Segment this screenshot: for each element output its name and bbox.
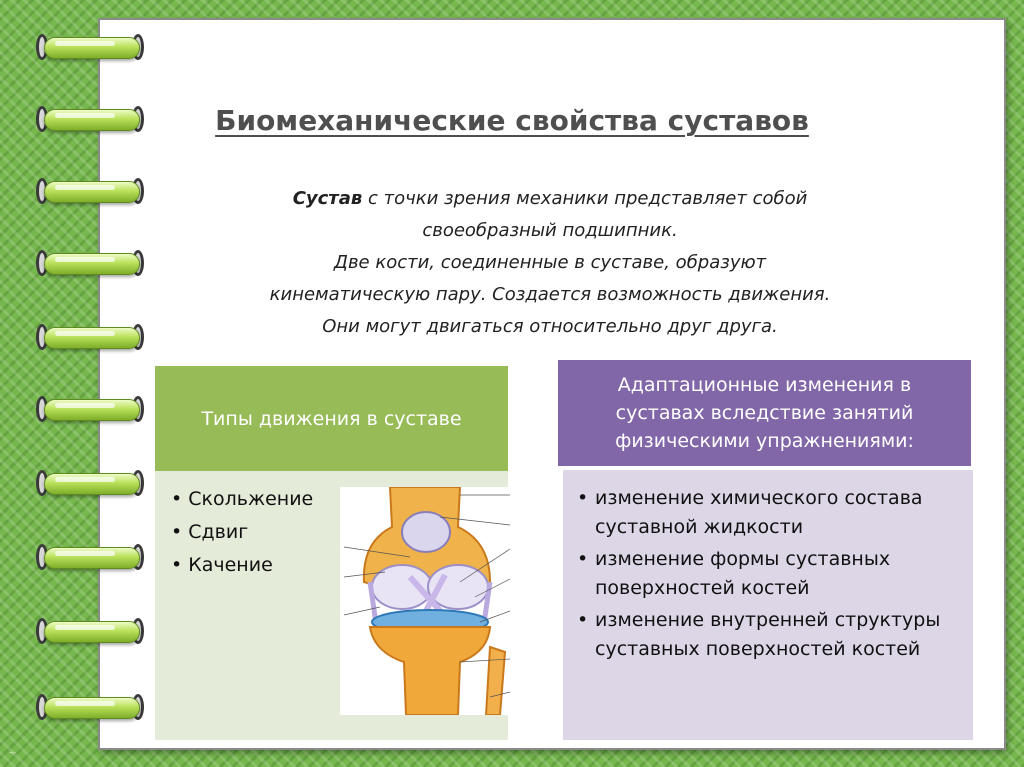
list-item: • Скольжение (171, 483, 508, 516)
list-item: • Качение (171, 549, 508, 582)
list-item: • изменение химического состава суставной жидкости (577, 484, 961, 542)
intro-line-3: Две кости, соединенные в суставе, образуют (333, 252, 767, 273)
adaptation-list (563, 470, 973, 664)
movement-types-header (155, 366, 508, 471)
intro-line-1: с точки зрения механики представляет собой (362, 188, 808, 209)
notebook-rings (36, 32, 146, 732)
slide-title: Биомеханические свойства суставов (215, 104, 809, 137)
adaptation-panel (563, 470, 973, 740)
ring-icon (36, 468, 146, 498)
ring-icon (36, 322, 146, 352)
patella-icon (402, 512, 450, 552)
fibula-icon (486, 647, 505, 715)
adaptation-header (558, 360, 971, 466)
ring-icon (36, 394, 146, 424)
list-item: • Сдвиг (171, 516, 508, 549)
knee-joint-illustration (340, 487, 550, 715)
intro-paragraph (180, 183, 920, 343)
ring-icon (36, 692, 146, 722)
ring-icon (36, 248, 146, 278)
list-item: • изменение формы суставных поверхностей костей (577, 545, 961, 603)
intro-line-5: Они могут двигаться относительно друг друга. (322, 316, 778, 337)
intro-term: Сустав (292, 188, 363, 209)
intro-line-4: кинематическую пару. Создается возможность движения. (269, 284, 831, 305)
movement-types-header-label: Типы движения в суставе (201, 407, 462, 430)
adaptation-header-label: Адаптационные изменения в суставах вследствие занятий физическими упражнениями: (615, 374, 914, 452)
ring-icon (36, 542, 146, 572)
ring-icon (36, 176, 146, 206)
intro-line-2: своеобразный подшипник. (422, 220, 678, 241)
signature-watermark: ~ (8, 748, 17, 759)
ring-icon (36, 616, 146, 646)
tibia-icon (370, 627, 490, 715)
ring-icon (36, 32, 146, 62)
list-item: • изменение внутренней структуры суставных поверхностей костей (577, 606, 961, 664)
